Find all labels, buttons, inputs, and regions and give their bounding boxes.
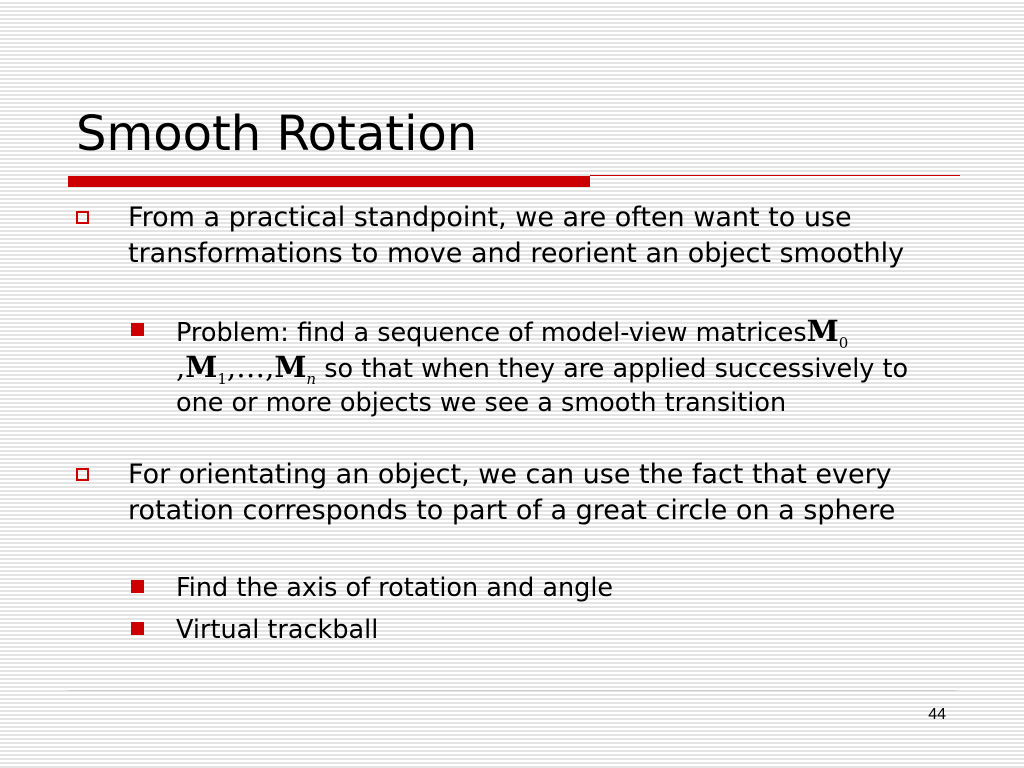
comma-separator: , — [176, 350, 186, 384]
matrix-m1: M — [185, 350, 218, 384]
ellipsis: ,…, — [226, 350, 275, 384]
subscript-1: 1 — [217, 370, 227, 388]
subbullet-virtual-trackball: Virtual trackball — [176, 615, 379, 645]
matrix-m0: M — [806, 314, 839, 348]
title-underline-thick — [68, 176, 590, 187]
bullet-orientating-object: For orientating an object, we can use the fact that every rotation corresponds to part of a great circle on a sphere — [128, 459, 896, 526]
footer-divider — [68, 690, 956, 691]
hollow-square-bullet-icon — [76, 468, 89, 481]
subscript-0: 0 — [838, 334, 849, 352]
title-underline-thin — [590, 175, 960, 176]
filled-square-bullet-icon — [131, 580, 144, 593]
subbullet-problem-lead: Problem: find a sequence of model-view matrices — [176, 318, 807, 348]
slide-title: Smooth Rotation — [76, 106, 478, 162]
filled-square-bullet-icon — [131, 323, 144, 336]
subbullet-problem-tail: so that when they are applied successively to one or more objects we see a smooth transition — [176, 354, 909, 418]
subbullet-axis-angle: Find the axis of rotation and angle — [176, 573, 614, 603]
matrix-mn: M — [274, 350, 307, 384]
page-number: 44 — [928, 706, 946, 723]
hollow-square-bullet-icon — [76, 211, 89, 224]
subscript-n: n — [306, 370, 317, 388]
filled-square-bullet-icon — [131, 622, 144, 635]
bullet-practical-standpoint: From a practical standpoint, we are often want to use transformations to move and reorient an object smoothly — [128, 202, 905, 269]
subbullet-problem — [176, 314, 956, 420]
